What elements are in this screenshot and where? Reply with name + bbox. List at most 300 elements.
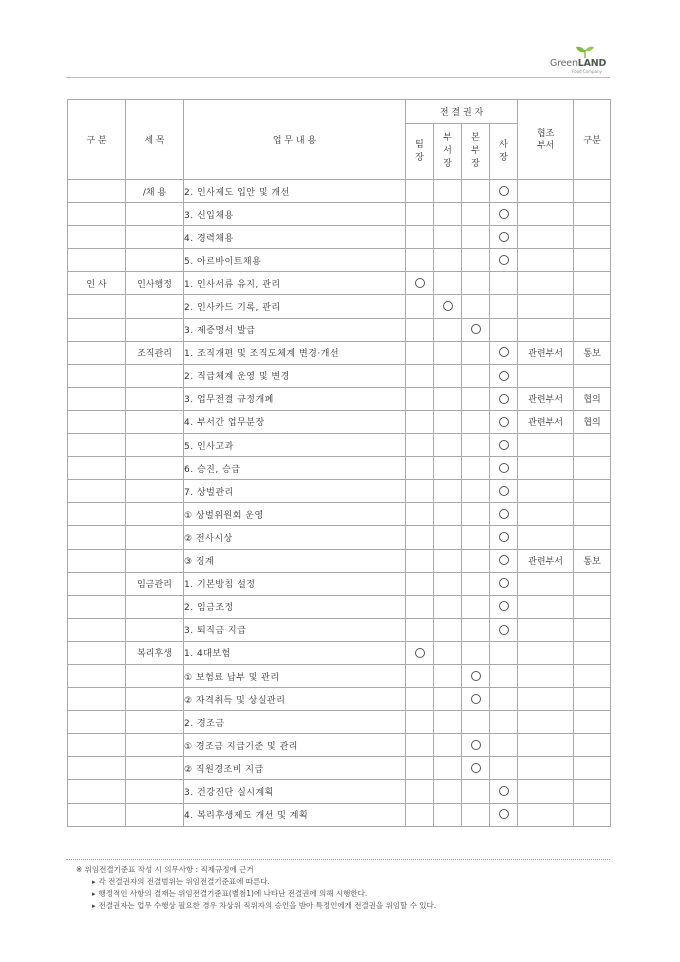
cell-category [68,664,126,687]
cell-approver-4 [490,503,518,526]
cell-approver-2 [434,387,462,410]
cell-type [574,526,611,549]
cell-task: 1. 조직개편 및 조직도체계 변경·개선 [184,341,406,364]
cell-task: 2. 경조금 [184,711,406,734]
cell-approver-2 [434,641,462,664]
cell-type: 통보 [574,341,611,364]
table-row [68,549,611,572]
cell-approver-2 [434,664,462,687]
cell-approver-4 [490,226,518,249]
approval-mark-icon [499,555,509,565]
cell-coop-dept: 관련부서 [518,410,574,433]
cell-coop-dept [518,641,574,664]
cell-category [68,688,126,711]
cell-approver-1 [406,457,434,480]
table-row [68,526,611,549]
cell-type [574,226,611,249]
cell-approver-1 [406,526,434,549]
cell-item [126,803,184,826]
header-approver [434,124,462,180]
table-row [68,295,611,318]
header-category: 구 분 [68,100,126,180]
approval-mark-icon [499,509,509,519]
cell-approver-4 [490,457,518,480]
cell-approver-3 [462,272,490,295]
cell-approver-3 [462,410,490,433]
header-approver-char: 장 [471,159,480,169]
cell-approver-3 [462,364,490,387]
cell-approver-4 [490,180,518,203]
cell-item [126,364,184,387]
header-approver-label [415,139,424,165]
cell-task: 6. 승진, 승급 [184,457,406,480]
header-approver-char: 팀 [415,139,424,150]
approval-mark-icon [499,786,509,796]
cell-type: 협의 [574,387,611,410]
cell-approver-3 [462,226,490,249]
table-row [68,641,611,664]
cell-coop-dept [518,249,574,272]
cell-type [574,249,611,272]
cell-approver-2 [434,457,462,480]
cell-task: 2. 임금조정 [184,595,406,618]
cell-approver-1 [406,226,434,249]
cell-item [126,249,184,272]
header-approver [462,124,490,180]
cell-item [126,226,184,249]
footer-divider [66,859,610,860]
cell-category [68,387,126,410]
cell-task: ① 경조금 지급기준 및 관리 [184,734,406,757]
cell-approver-3 [462,249,490,272]
approval-mark-icon [499,417,509,427]
cell-approver-1 [406,711,434,734]
cell-approver-4 [490,434,518,457]
cell-type [574,688,611,711]
cell-approver-3 [462,526,490,549]
cell-approver-2 [434,272,462,295]
cell-task: ② 전사시상 [184,526,406,549]
cell-category [68,295,126,318]
cell-category [68,318,126,341]
note-item: ▸ 행정적인 사항의 결재는 위임전결기준표(별첨1)에 나타난 전결권에 의해 시행한다. [76,888,436,900]
cell-type [574,618,611,641]
approval-mark-icon [499,394,509,404]
table-row [68,780,611,803]
cell-coop-dept [518,618,574,641]
cell-approver-2 [434,595,462,618]
cell-coop-dept: 관련부서 [518,341,574,364]
cell-approver-1 [406,410,434,433]
cell-approver-3 [462,595,490,618]
cell-approver-4 [490,595,518,618]
cell-approver-3 [462,572,490,595]
header-approver-label [499,139,508,165]
cell-item [126,410,184,433]
header-approver-char: 장 [415,152,424,163]
approval-mark-icon [499,601,509,611]
cell-coop-dept [518,803,574,826]
approval-mark-icon [499,809,509,819]
cell-task: 5. 아르바이트채용 [184,249,406,272]
cell-item [126,526,184,549]
logo-wordmark [550,58,606,69]
cell-task: 1. 인사서류 유지, 관리 [184,272,406,295]
approval-mark-icon [499,486,509,496]
cell-approver-2 [434,203,462,226]
table-row [68,480,611,503]
cell-approver-2 [434,295,462,318]
table-row [68,249,611,272]
table-row [68,341,611,364]
header-divider [66,77,610,78]
cell-approver-3 [462,457,490,480]
notes-title: ※ 위임전결기준표 작성 시 의무사항 : 직제규정에 근거 [76,865,254,874]
cell-coop-dept [518,434,574,457]
note-item: ▸ 각 전결권자의 전결범위는 위임전결기준표에 따른다. [76,876,436,888]
cell-type [574,757,611,780]
cell-approver-2 [434,434,462,457]
cell-item [126,664,184,687]
cell-type [574,457,611,480]
cell-approver-4 [490,526,518,549]
cell-task: 1. 기본방침 설정 [184,572,406,595]
cell-type [574,364,611,387]
cell-task: ① 상벌위원회 운영 [184,503,406,526]
cell-approver-4 [490,757,518,780]
cell-coop-dept [518,688,574,711]
approval-mark-icon [499,532,509,542]
cell-coop-dept [518,180,574,203]
approval-mark-icon [415,648,425,658]
cell-approver-1 [406,734,434,757]
approval-mark-icon [415,278,425,288]
cell-task: 5. 인사고과 [184,434,406,457]
cell-approver-3 [462,549,490,572]
cell-coop-dept: 관련부서 [518,549,574,572]
cell-approver-1 [406,341,434,364]
cell-approver-1 [406,249,434,272]
cell-approver-1 [406,318,434,341]
cell-approver-1 [406,503,434,526]
header-approver [490,124,518,180]
approval-mark-icon [499,625,509,635]
company-logo [550,46,610,74]
cell-task: 7. 상벌관리 [184,480,406,503]
cell-approver-4 [490,734,518,757]
cell-approver-1 [406,549,434,572]
cell-approver-1 [406,757,434,780]
cell-approver-1 [406,180,434,203]
cell-item [126,757,184,780]
cell-coop-dept [518,295,574,318]
cell-approver-4 [490,688,518,711]
table-row [68,803,611,826]
cell-type [574,803,611,826]
cell-approver-4 [490,618,518,641]
cell-type [574,503,611,526]
cell-item [126,480,184,503]
cell-item [126,295,184,318]
cell-approver-4 [490,318,518,341]
approval-mark-icon [499,232,509,242]
cell-approver-4 [490,295,518,318]
cell-item: 인사행정 [126,272,184,295]
cell-coop-dept [518,664,574,687]
cell-coop-dept [518,318,574,341]
cell-approver-1 [406,434,434,457]
cell-category: 인 사 [68,272,126,295]
cell-approver-4 [490,711,518,734]
header-type: 구분 [574,100,611,180]
table-row [68,711,611,734]
table-row [68,203,611,226]
sprout-icon [576,46,594,58]
approval-mark-icon [499,371,509,381]
approval-mark-icon [499,186,509,196]
cell-category [68,618,126,641]
cell-approver-2 [434,688,462,711]
cell-type [574,318,611,341]
cell-category [68,203,126,226]
cell-approver-4 [490,364,518,387]
cell-approver-4 [490,387,518,410]
cell-type [574,480,611,503]
cell-approver-2 [434,226,462,249]
table-row [68,226,611,249]
cell-category [68,711,126,734]
cell-approver-1 [406,480,434,503]
cell-coop-dept: 관련부서 [518,387,574,410]
cell-task: ① 보험료 납부 및 관리 [184,664,406,687]
cell-approver-3 [462,180,490,203]
cell-coop-dept [518,503,574,526]
cell-approver-3 [462,711,490,734]
cell-coop-dept [518,572,574,595]
cell-approver-3 [462,780,490,803]
cell-item: 복리후생 [126,641,184,664]
cell-approver-3 [462,203,490,226]
cell-category [68,341,126,364]
cell-approver-3 [462,480,490,503]
header-approver-label [471,132,480,171]
cell-type [574,180,611,203]
cell-category [68,572,126,595]
cell-approver-4 [490,272,518,295]
cell-approver-2 [434,734,462,757]
cell-coop-dept [518,480,574,503]
cell-approver-4 [490,410,518,433]
cell-approver-1 [406,688,434,711]
cell-type [574,295,611,318]
cell-item: 조직관리 [126,341,184,364]
cell-item [126,549,184,572]
cell-task: ② 자격취득 및 상실관리 [184,688,406,711]
cell-type [574,572,611,595]
cell-category [68,364,126,387]
table-row [68,618,611,641]
cell-approver-4 [490,341,518,364]
cell-category [68,549,126,572]
cell-approver-2 [434,249,462,272]
cell-approver-2 [434,780,462,803]
cell-category [68,595,126,618]
cell-item: 임금관리 [126,572,184,595]
cell-task: 1. 4대보험 [184,641,406,664]
cell-type: 협의 [574,410,611,433]
cell-category [68,249,126,272]
cell-approver-1 [406,618,434,641]
cell-approver-2 [434,410,462,433]
cell-task: 2. 직급체계 운영 및 변경 [184,364,406,387]
header-coop-label: 협조 부서 [536,128,555,151]
cell-approver-1 [406,595,434,618]
cell-approver-1 [406,364,434,387]
cell-task: 3. 퇴직금 지급 [184,618,406,641]
cell-approver-3 [462,341,490,364]
cell-task: 3. 제증명서 발급 [184,318,406,341]
cell-approver-2 [434,503,462,526]
table-row [68,457,611,480]
cell-approver-2 [434,180,462,203]
cell-task: 2. 인사제도 입안 및 개선 [184,180,406,203]
approval-mark-icon [471,694,481,704]
header-approver-char: 부 [471,146,480,156]
cell-approver-3 [462,387,490,410]
cell-approver-2 [434,711,462,734]
header-approver-char: 본 [471,133,480,143]
cell-item [126,618,184,641]
table-row [68,503,611,526]
approval-mark-icon [499,578,509,588]
approval-mark-icon [471,740,481,750]
cell-approver-1 [406,295,434,318]
cell-approver-2 [434,572,462,595]
header-coop-dept [518,100,574,180]
cell-type [574,664,611,687]
cell-approver-1 [406,387,434,410]
cell-approver-1 [406,803,434,826]
approval-mark-icon [471,671,481,681]
cell-coop-dept [518,226,574,249]
table-row [68,272,611,295]
cell-task: 4. 부서간 업무분장 [184,410,406,433]
cell-type [574,203,611,226]
cell-approver-4 [490,549,518,572]
cell-approver-3 [462,641,490,664]
cell-item [126,711,184,734]
cell-item [126,688,184,711]
cell-category [68,734,126,757]
cell-item [126,434,184,457]
cell-category [68,434,126,457]
delegation-authority-table [67,99,611,827]
cell-approver-4 [490,780,518,803]
cell-approver-3 [462,318,490,341]
approval-mark-icon [443,301,453,311]
cell-item [126,203,184,226]
cell-approver-4 [490,803,518,826]
cell-item [126,780,184,803]
cell-approver-1 [406,572,434,595]
cell-approver-1 [406,780,434,803]
cell-category [68,226,126,249]
cell-approver-1 [406,272,434,295]
cell-type [574,434,611,457]
cell-category [68,180,126,203]
cell-approver-2 [434,364,462,387]
cell-approver-4 [490,249,518,272]
approval-mark-icon [499,347,509,357]
cell-item [126,595,184,618]
cell-type [574,595,611,618]
table-row [68,688,611,711]
header-task: 업 무 내 용 [184,100,406,180]
cell-task: 4. 경력채용 [184,226,406,249]
cell-type [574,711,611,734]
approval-mark-icon [499,255,509,265]
cell-coop-dept [518,734,574,757]
header-approver-char: 서 [443,146,452,156]
cell-category [68,803,126,826]
cell-type [574,272,611,295]
cell-approver-3 [462,688,490,711]
table-row [68,595,611,618]
cell-approver-4 [490,641,518,664]
cell-type [574,734,611,757]
cell-coop-dept [518,757,574,780]
header-approver-label [443,132,452,171]
cell-item: /채 용 [126,180,184,203]
cell-approver-2 [434,618,462,641]
cell-coop-dept [518,203,574,226]
cell-approver-1 [406,664,434,687]
table-row [68,364,611,387]
cell-category [68,780,126,803]
cell-item [126,457,184,480]
cell-task: 3. 건강진단 실시계획 [184,780,406,803]
logo-brand-land: LAND [577,58,607,69]
cell-type [574,641,611,664]
cell-coop-dept [518,711,574,734]
cell-approver-3 [462,503,490,526]
cell-approver-3 [462,803,490,826]
logo-tagline: Food Company [572,69,602,74]
approval-mark-icon [499,463,509,473]
cell-coop-dept [518,272,574,295]
cell-approver-2 [434,757,462,780]
table-row [68,387,611,410]
table-row [68,572,611,595]
cell-task: 2. 인사카드 기록, 관리 [184,295,406,318]
cell-coop-dept [518,595,574,618]
header-item: 세 목 [126,100,184,180]
cell-approver-2 [434,480,462,503]
cell-item [126,734,184,757]
cell-approver-3 [462,434,490,457]
cell-type [574,780,611,803]
cell-approver-1 [406,641,434,664]
table-row [68,410,611,433]
table-row [68,757,611,780]
cell-task: 4. 복리후생제도 개선 및 계획 [184,803,406,826]
cell-item [126,387,184,410]
header-approver-char: 장 [499,152,508,163]
header-approver [406,124,434,180]
cell-approver-3 [462,664,490,687]
cell-task: 3. 신입채용 [184,203,406,226]
header-approval-group: 전 결 권 자 [406,100,518,124]
